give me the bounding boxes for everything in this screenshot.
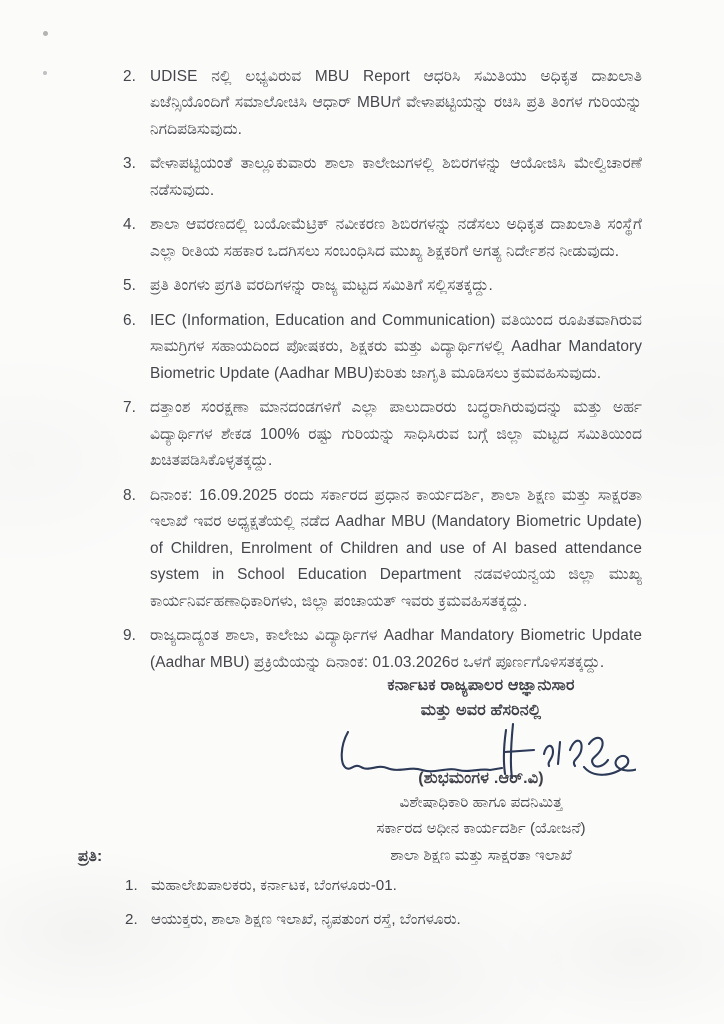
list-item-number: 9. <box>123 627 137 645</box>
copy-to-list <box>125 875 638 932</box>
copy-to-item <box>125 909 638 932</box>
list-item-text: ದಿನಾಂಕ: 16.09.2025 ರಂದು ಸರ್ಕಾರದ ಪ್ರಧಾನ ಕಾರ್ಯದರ್ಶಿ, ಶಾಲಾ ಶಿಕ್ಷಣ ಮತ್ತು ಸಾಕ್ಷರತಾ ಇಲಾಖೆ ಇವರ ಅಧ್ಯಕ್ಷತೆಯಲ್ಲಿ ನಡೆದ Aadhar MBU (Mandatory Biometric Update) of Children, Enrolment of Children and use of AI based attendance system in School Education Department ನಡವಳಿಯನ್ವಯ ಜಿಲ್ಲಾ ಮುಖ್ಯ ಕಾರ್ಯನಿರ್ವಹಣಾಧಿಕಾರಿಗಳು, ಜಿಲ್ಲಾ ಪಂಚಾಯತ್ ಇವರು ಕ್ರಮವಹಿಸತಕ್ಕದ್ದು. <box>150 486 642 610</box>
list-item <box>123 273 642 299</box>
signature-block <box>318 674 644 867</box>
copy-to-label: ಪ್ರತಿ: <box>78 848 103 865</box>
copy-to-section <box>78 848 638 943</box>
by-order-line: ಮತ್ತು ಅವರ ಹೆಸರಿನಲ್ಲಿ <box>420 701 542 719</box>
signatory-name: (ಶುಭಮಂಗಳ .ಆರ್.ವಿ) <box>418 769 544 787</box>
list-item-number: 4. <box>123 216 137 234</box>
list-item-number: 3. <box>123 155 137 173</box>
list-item-number: 8. <box>123 486 137 504</box>
list-item-text: IEC (Information, Education and Communication) ವತಿಯಿಂದ ರೂಪಿತವಾಗಿರುವ ಸಾಮಗ್ರಿಗಳ ಸಹಾಯದಿಂದ ಪೋಷಕರು, ಶಿಕ್ಷಕರು ಮತ್ತು ವಿದ್ಯಾರ್ಥಿಗಳಲ್ಲಿ Aadhar Mandatory Biometric Update (Aadhar MBU)ಕುರಿತು ಜಾಗೃತಿ ಮೂಡಿಸಲು ಕ್ರಮವಹಿಸುವುದು. <box>150 311 642 382</box>
scan-speck <box>43 71 47 75</box>
signatory-designation: ಶಾಲಾ ಶಿಕ್ಷಣ ಮತ್ತು ಸಾಕ್ಷರತಾ ಇಲಾಖೆ <box>390 846 572 864</box>
copy-item-number: 1. <box>125 877 138 894</box>
list-item <box>123 308 642 387</box>
list-item-number: 2. <box>123 68 137 85</box>
list-item-text: ವೇಳಾಪಟ್ಟಿಯಂತೆ ತಾಲ್ಲೂಕುವಾರು ಶಾಲಾ ಕಾಲೇಜುಗಳಲ್ಲಿ ಶಿಬಿರಗಳನ್ನು ಆಯೋಜಿಸಿ ಮೇಲ್ವಿಚಾರಣೆ ನಡೆಸುವುದು. <box>150 155 642 199</box>
list-item-number: 7. <box>123 399 137 417</box>
by-order-line: ಕರ್ನಾಟಕ ರಾಜ್ಯಪಾಲರ ಆಜ್ಞಾನುಸಾರ <box>387 677 575 694</box>
numbered-list <box>123 64 642 684</box>
signature-scribble <box>336 722 636 784</box>
scan-speck <box>43 31 48 36</box>
list-item-number: 5. <box>123 277 137 295</box>
list-item-text: ಶಾಲಾ ಆವರಣದಲ್ಲಿ ಬಯೋಮೆಟ್ರಿಕ್ ನವೀಕರಣ ಶಿಬಿರಗಳನ್ನು ನಡೆಸಲು ಅಧಿಕೃತ ದಾಖಲಾತಿ ಸಂಸ್ಥೆಗೆ ಎಲ್ಲಾ ರೀತಿಯ ಸಹಕಾರ ಒದಗಿಸಲು ಸಂಬಂಧಿಸಿದ ಮುಖ್ಯ ಶಿಕ್ಷಕರಿಗೆ ಅಗತ್ಯ ನಿರ್ದೇಶನ ನೀಡುವುದು. <box>150 216 642 260</box>
copy-item-text: ಮಹಾಲೇಖಪಾಲಕರು, ಕರ್ನಾಟಕ, ಬೆಂಗಳೂರು-01. <box>151 877 397 894</box>
list-item-text: ಪ್ರತಿ ತಿಂಗಳು ಪ್ರಗತಿ ವರದಿಗಳನ್ನು ರಾಜ್ಯ ಮಟ್ಟದ ಸಮಿತಿಗೆ ಸಲ್ಲಿಸತಕ್ಕದ್ದು. <box>150 277 493 295</box>
list-item <box>123 64 642 143</box>
copy-to-item <box>125 875 638 898</box>
list-item <box>123 483 642 615</box>
list-item-text: UDISE ನಲ್ಲಿ ಲಭ್ಯವಿರುವ MBU Report ಆಧರಿಸಿ ಸಮಿತಿಯು ಅಧಿಕೃತ ದಾಖಲಾತಿ ಏಜೆನ್ಸಿಯೊಂದಿಗೆ ಸಮಾಲೋಚಿಸಿ ಆಧಾರ್ MBUಗೆ ವೇಳಾಪಟ್ಟಿಯನ್ನು ರಚಿಸಿ ಪ್ರತಿ ತಿಂಗಳ ಗುರಿಯನ್ನು ನಿಗದಿಪಡಿಸುವುದು. <box>150 68 642 138</box>
copy-item-number: 2. <box>125 910 138 928</box>
list-item <box>123 623 642 676</box>
list-item <box>123 212 642 265</box>
signatory-designation: ಸರ್ಕಾರದ ಅಧೀನ ಕಾರ್ಯದರ್ಶಿ (ಯೋಜನೆ) <box>376 820 586 838</box>
list-item-text: ರಾಜ್ಯದಾದ್ಯಂತ ಶಾಲಾ, ಕಾಲೇಜು ವಿದ್ಯಾರ್ಥಿಗಳ Aadhar Mandatory Biometric Update (Aadhar MBU) ಪ್ರಕ್ರಿಯೆಯನ್ನು ದಿನಾಂಕ: 01.03.2026ರ ಒಳಗೆ ಪೂರ್ಣಗೊಳಿಸತಕ್ಕದ್ದು. <box>150 627 642 671</box>
handwritten-signature <box>318 726 644 784</box>
list-item <box>123 151 642 204</box>
list-item <box>123 395 642 474</box>
list-item-text: ದತ್ತಾಂಶ ಸಂರಕ್ಷಣಾ ಮಾನದಂಡಗಳಿಗೆ ಎಲ್ಲಾ ಪಾಲುದಾರರು ಬದ್ಧರಾಗಿರುವುದನ್ನು ಮತ್ತು ಅರ್ಹ ವಿದ್ಯಾರ್ಥಿಗಳ ಶೇಕಡ 100% ರಷ್ಟು ಗುರಿಯನ್ನು ಸಾಧಿಸಿರುವ ಬಗ್ಗೆ ಜಿಲ್ಲಾ ಮಟ್ಟದ ಸಮಿತಿಯಿಂದ ಖಚಿತಪಡಿಸಿಕೊಳ್ಳತಕ್ಕದ್ದು. <box>150 399 642 470</box>
copy-item-text: ಆಯುಕ್ತರು, ಶಾಲಾ ಶಿಕ್ಷಣ ಇಲಾಖೆ, ನೃಪತುಂಗ ರಸ್ತೆ, ಬೆಂಗಳೂರು. <box>151 910 461 928</box>
list-item-number: 6. <box>123 311 137 329</box>
signatory-designation: ವಿಶೇಷಾಧಿಕಾರಿ ಹಾಗೂ ಪದನಿಮಿತ್ತ <box>399 793 563 811</box>
